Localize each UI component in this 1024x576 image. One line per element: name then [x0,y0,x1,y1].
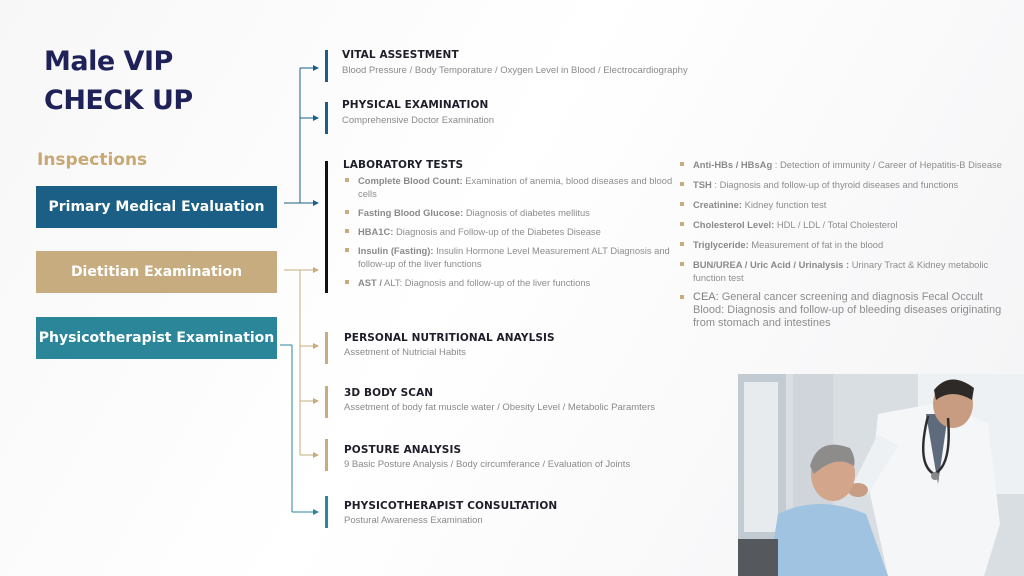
list-item: Fasting Blood Glucose: Diagnosis of diabetes mellitus [343,206,673,219]
posture-title: POSTURE ANALYSIS [344,444,462,456]
vital-bar [325,50,328,82]
primary-connector [284,68,318,203]
physical-bar [325,102,328,134]
dietitian-examination-button[interactable]: Dietitian Examination [36,251,277,293]
physical-title: PHYSICAL EXAMINATION [342,99,489,111]
dietitian-connector [284,270,318,455]
title-line-2: CHECK UP [44,85,193,116]
vital-title: VITAL ASSESTMENT [342,49,459,61]
physical-desc: Comprehensive Doctor Examination [342,115,495,126]
bodyscan-bar [325,386,328,418]
list-item: Insulin (Fasting): Insulin Hormone Level Measurement ALT Diagnosis and follow-up of the liver functions [343,244,673,270]
inspections-heading: Inspections [37,150,148,170]
posture-bar [325,439,328,471]
primary-medical-evaluation-button[interactable]: Primary Medical Evaluation [36,186,277,228]
consult-bar [325,496,328,528]
lab-tests-right-list [678,158,1008,337]
physicotherapist-examination-button[interactable]: Physicotherapist Examination [36,317,277,359]
bodyscan-desc: Assetment of body fat muscle water / Obesity Level / Metabolic Paramters [344,402,655,413]
consult-title: PHYSICOTHERAPIST CONSULTATION [344,500,558,512]
nutrition-title: PERSONAL NUTRITIONAL ANAYLSIS [344,332,555,344]
physio-connector [280,345,318,512]
list-item: BUN/UREA / Uric Acid / Urinalysis : Urinary Tract & Kidney metabolic function test [678,258,1008,284]
bodyscan-title: 3D BODY SCAN [344,387,434,399]
nutrition-desc: Assetment of Nutricial Habits [344,347,466,358]
vital-desc: Blood Pressure / Body Temporature / Oxygen Level in Blood / Electrocardiography [342,65,688,76]
nutrition-bar [325,332,328,364]
posture-desc: 9 Basic Posture Analysis / Body circumferance / Evaluation of Joints [344,459,631,470]
title-line-1: Male VIP [44,46,173,77]
list-item: AST / ALT: Diagnosis and follow-up of the liver functions [343,276,673,289]
list-item: Complete Blood Count: Examination of anemia, blood diseases and blood cells [343,174,673,200]
doctor-patient-photo [738,374,1024,576]
lab-title: LABORATORY TESTS [343,159,464,171]
list-item: Triglyceride: Measurement of fat in the blood [678,238,1008,251]
list-item: HBA1C: Diagnosis and Follow-up of the Diabetes Disease [343,225,673,238]
list-item: Cholesterol Level: HDL / LDL / Total Cholesterol [678,218,1008,231]
consult-desc: Postural Awareness Examination [344,515,483,526]
lab-tests-left-list [343,174,673,295]
list-item: TSH : Diagnosis and follow-up of thyroid diseases and functions [678,178,1008,191]
lab-bar [325,161,328,293]
list-item: Anti-HBs / HBsAg : Detection of immunity / Career of Hepatitis-B Disease [678,158,1008,171]
list-item: CEA: General cancer screening and diagnosis Fecal Occult Blood: Diagnosis and follow-up of bleeding diseases originating from stomach and intestines [678,291,1008,330]
list-item: Creatinine: Kidney function test [678,198,1008,211]
